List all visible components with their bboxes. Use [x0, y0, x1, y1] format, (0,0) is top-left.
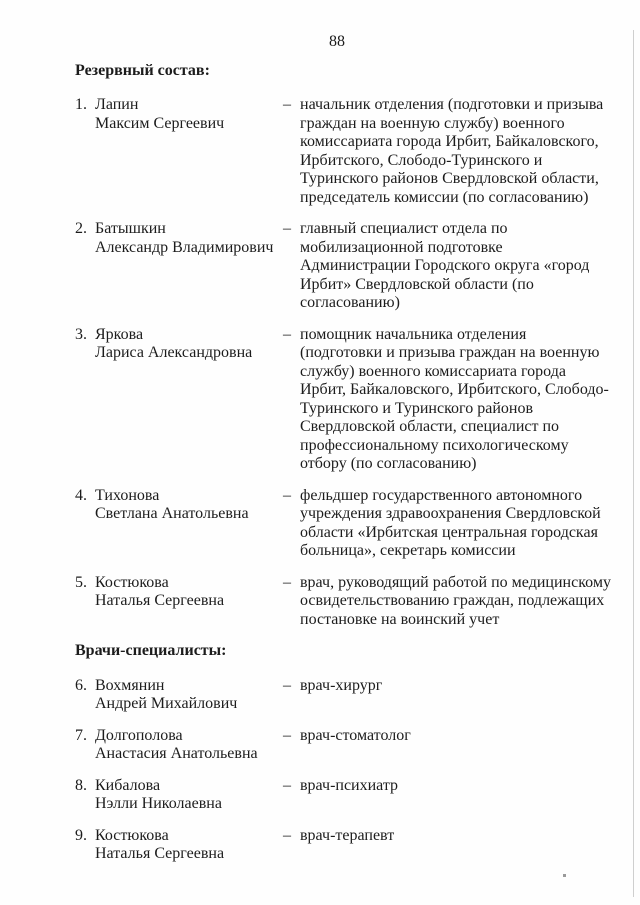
list-item-4 [75, 487, 612, 561]
entry-surname: Тихонова [95, 486, 160, 504]
page-number-row [0, 0, 640, 52]
entry-given-names: Наталья Сергеевна [95, 845, 225, 862]
list-item-6 [75, 677, 612, 714]
section-heading-reserve: Резервный состав: [75, 61, 210, 79]
entry-role: врач-психиатр [300, 776, 399, 794]
entry-given-names: Лариса Александровна [95, 344, 253, 361]
list-item-9 [75, 827, 612, 864]
entry-role: помощник начальника отделения (подготовки и призыва граждан на военную службу) военного комиссариата города Ирбит, Байкаловского, Ирбитского, Слободо-Туринского и Туринского районов Свердловской области, специалист по профессиональному психологическому отбору (по согласованию) [300, 325, 609, 472]
entry-role: врач-терапевт [300, 826, 395, 844]
entry-surname: Яркова [95, 325, 144, 343]
entry-number: 6. [75, 676, 87, 694]
list-item-3 [75, 326, 612, 474]
list-item-7 [75, 727, 612, 764]
entry-dash: – [283, 220, 291, 237]
entry-name [95, 96, 283, 207]
entry-number: 4. [75, 486, 87, 504]
entry-name [95, 326, 283, 474]
entry-given-names: Александр Владимирович [95, 238, 274, 256]
entry-dash: – [283, 486, 291, 504]
entry-dash: – [283, 573, 291, 591]
entry-dash: – [283, 96, 291, 113]
entry-number: 9. [75, 826, 87, 844]
entry-given-names: Светлана Анатольевна [95, 505, 249, 522]
entry-surname: Костюкова [95, 826, 169, 844]
entry-dash: – [283, 726, 291, 744]
entry-given-names: Максим Сергеевич [95, 114, 225, 132]
list-item-1 [75, 96, 612, 207]
entry-given-names: Наталья Сергеевна [95, 592, 225, 609]
entry-role: фельдшер государственного автономного учреждения здравоохранения Свердловской области «Ирбитская центральная городская больница», секретарь комиссии [300, 486, 601, 559]
entry-number: 8. [75, 776, 87, 794]
entry-dash: – [283, 676, 291, 694]
entry-surname: Костюкова [95, 573, 169, 591]
entry-surname: Лапин [95, 96, 139, 113]
entry-surname: Долгополова [95, 726, 183, 744]
entry-name [95, 220, 283, 313]
entry-surname: Вохмянин [95, 676, 165, 694]
list-item-2 [75, 220, 612, 313]
entry-name [95, 827, 283, 864]
entry-name [95, 777, 283, 814]
entry-number: 1. [75, 96, 87, 113]
entry-name [95, 727, 283, 764]
section-heading-doctors: Врачи-специалисты: [75, 642, 227, 659]
entry-name [95, 677, 283, 714]
entry-number: 3. [75, 325, 87, 343]
document-content [0, 62, 640, 864]
entry-given-names: Анастасия Анатольевна [95, 745, 258, 762]
entry-role: врач-стоматолог [300, 726, 411, 744]
entry-number: 7. [75, 726, 87, 744]
entry-role: начальник отделения (подготовки и призыва граждан на военную службу) военного комиссариата города Ирбит, Байкаловского, Ирбитского, Слободо-Туринского и Туринского районов Свердловской области, председатель комиссии (по согласованию) [300, 96, 604, 206]
entry-number: 2. [75, 220, 87, 237]
speckle-artifact [563, 874, 566, 877]
entry-role: врач-хирург [300, 676, 383, 694]
entry-dash: – [283, 826, 291, 844]
entry-surname: Кибалова [95, 776, 161, 794]
list-item-5 [75, 574, 612, 630]
entry-given-names: Андрей Михайлович [95, 695, 238, 712]
entry-name [95, 574, 283, 630]
list-item-8 [75, 777, 612, 814]
entry-given-names: Нэлли Николаевна [95, 795, 222, 812]
entry-role: главный специалист отдела по мобилизационной подготовке Администрации Городского округа «город Ирбит» Свердловской области (по согласованию) [300, 220, 590, 311]
entry-dash: – [283, 325, 291, 343]
entry-number: 5. [75, 573, 87, 591]
scan-line-artifact [633, 30, 634, 897]
entry-dash: – [283, 776, 291, 794]
page-number: 88 [329, 33, 345, 50]
entry-surname: Батышкин [95, 220, 166, 237]
entry-role: врач, руководящий работой по медицинскому освидетельствованию граждан, подлежащих постановке на воинский учет [300, 573, 611, 628]
entry-name [95, 487, 283, 561]
